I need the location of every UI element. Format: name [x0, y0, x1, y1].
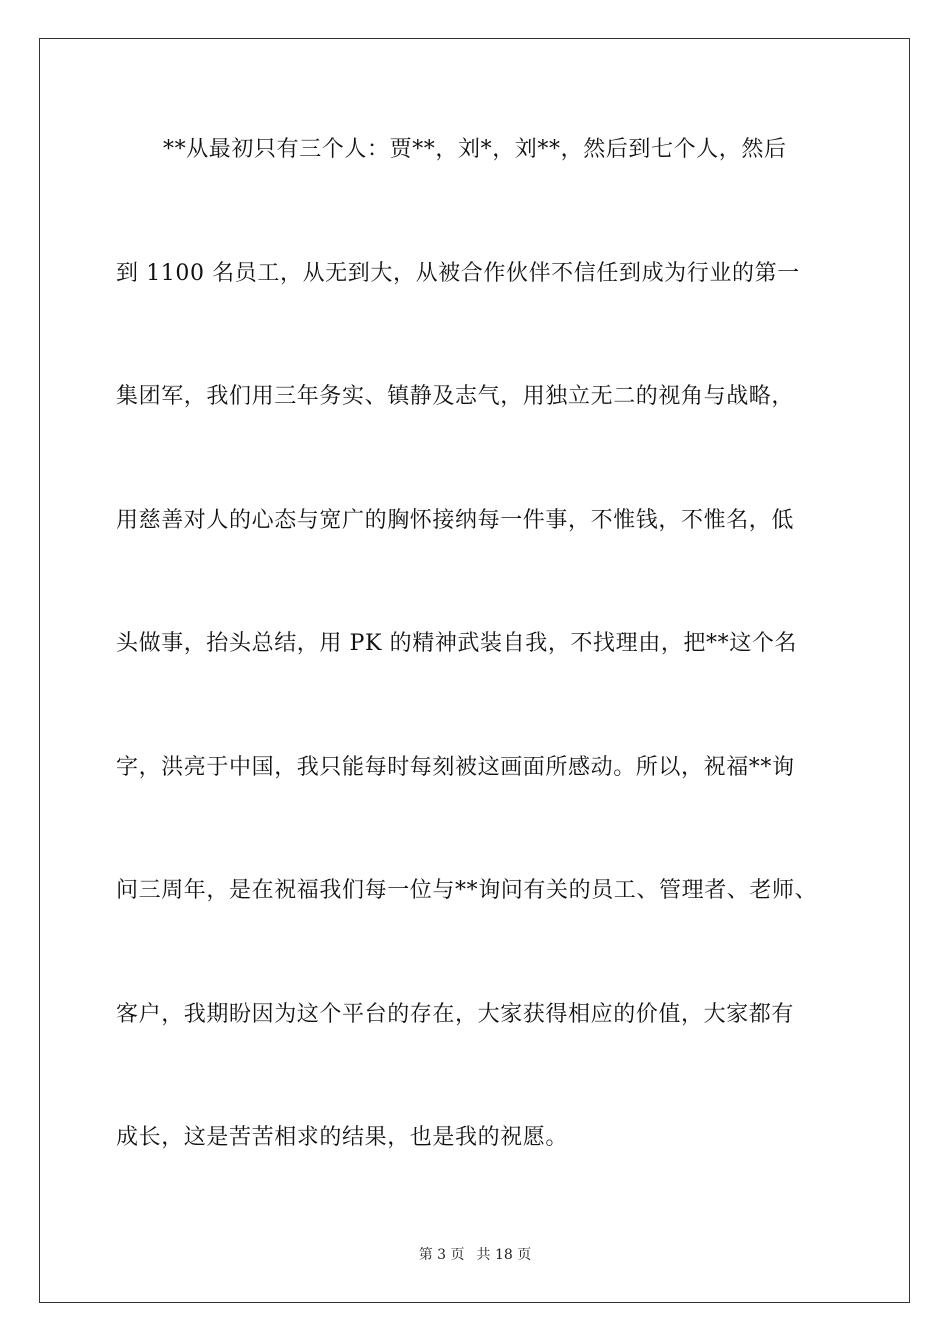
- paragraph-line-8: 客户，我期盼因为这个平台的存在，大家获得相应的价值，大家都有: [116, 1001, 795, 1027]
- paragraph-line-2: 到 1100 名员工，从无到大，从被合作伙伴不信任到成为行业的第一: [116, 260, 800, 286]
- paragraph-line-1: **从最初只有三个人：贾**，刘*，刘**，然后到七个人，然后: [163, 137, 787, 162]
- paragraph-line-4: 用慈善对人的心态与宽广的胸怀接纳每一件事，不惟钱，不惟名，低: [116, 507, 795, 533]
- paragraph-line-3: 集团军，我们用三年务实、镇静及志气，用独立无二的视角与战略，: [116, 384, 795, 409]
- paragraph-line-5: 头做事，抬头总结，用 PK 的精神武装自我，不找理由，把**这个名: [116, 631, 798, 656]
- total-pages: 共 18 页: [476, 1247, 532, 1263]
- paragraph-line-9: 成长，这是苦苦相求的结果，也是我的祝愿。: [116, 1125, 569, 1150]
- paragraph-line-7: 问三周年，是在祝福我们每一位与**询问有关的员工、管理者、老师、: [116, 878, 818, 903]
- document-body: [116, 128, 836, 1240]
- page-footer: [0, 1245, 950, 1265]
- page-number: 第 3 页: [418, 1247, 465, 1263]
- paragraph-line-6: 字，洪亮于中国，我只能每时每刻被这画面所感动。所以，祝福**询: [116, 754, 795, 780]
